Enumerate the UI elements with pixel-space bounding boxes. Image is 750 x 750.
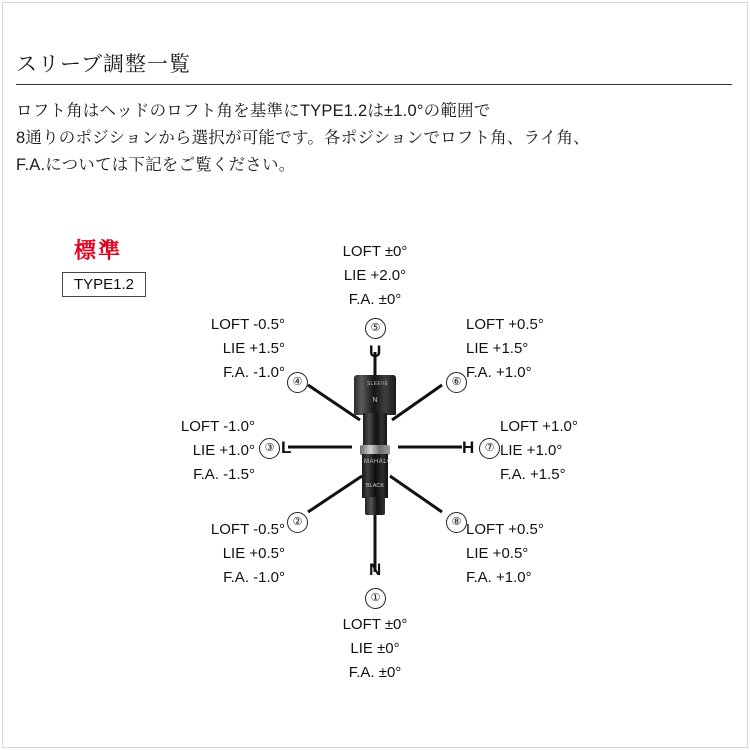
page-title: スリーブ調整一覧	[16, 53, 191, 76]
position-7-loft: LOFT +1.0°	[500, 418, 578, 435]
position-1-loft: LOFT ±0°	[342, 616, 408, 633]
position-block-6	[466, 313, 611, 385]
position-5-loft: LOFT ±0°	[342, 243, 408, 260]
position-marker-5[interactable]: ⑤	[365, 318, 386, 339]
position-1-fa: F.A. ±0°	[348, 664, 402, 681]
position-7-fa: F.A. +1.5°	[500, 466, 566, 483]
axis-letter-high: H	[462, 438, 475, 457]
intro-line-1: ロフト角はヘッドのロフト角を基準にTYPE1.2は±1.0°の範囲で	[16, 102, 491, 120]
position-2-lie: LIE +0.5°	[222, 545, 285, 562]
position-1-lie: LIE ±0°	[350, 640, 400, 657]
sleeve-graphic	[352, 375, 398, 515]
position-2-loft: LOFT -0.5°	[210, 521, 285, 538]
position-2-fa: F.A. -1.0°	[223, 569, 285, 586]
position-marker-2[interactable]: ②	[287, 512, 308, 533]
position-8-lie: LIE +0.5°	[466, 545, 529, 562]
axis-letter-low: L	[281, 438, 292, 457]
position-marker-8[interactable]: ⑧	[446, 512, 467, 533]
position-block-5	[305, 240, 445, 312]
position-block-7	[500, 415, 645, 487]
position-6-loft: LOFT +0.5°	[466, 316, 544, 333]
intro-line-2: 8通りのポジションから選択が可能です。各ポジションでロフト角、ライ角、	[16, 129, 590, 147]
axis-letter-neutral: N	[369, 560, 382, 579]
position-3-fa: F.A. -1.5°	[193, 466, 255, 483]
sleeve-neck	[363, 413, 387, 447]
sleeve-cap-letter: N	[372, 397, 378, 404]
position-marker-7[interactable]: ⑦	[479, 438, 500, 459]
position-block-1	[305, 613, 445, 685]
standard-label: 標準	[74, 238, 123, 263]
sleeve-brand-text: MAHALO	[364, 459, 393, 465]
type-box: TYPE1.2	[62, 272, 146, 297]
position-6-lie: LIE +1.5°	[466, 340, 529, 357]
position-4-loft: LOFT -0.5°	[210, 316, 285, 333]
axis-letter-up: U	[369, 342, 382, 361]
position-4-fa: F.A. -1.0°	[223, 364, 285, 381]
position-marker-6[interactable]: ⑥	[446, 372, 467, 393]
position-3-lie: LIE +1.0°	[192, 442, 255, 459]
position-5-fa: F.A. ±0°	[348, 291, 402, 308]
position-3-loft: LOFT -1.0°	[180, 418, 255, 435]
position-block-8	[466, 518, 611, 590]
position-block-2	[150, 518, 285, 590]
intro-line-3: F.A.については下記をご覧ください。	[16, 156, 296, 174]
position-marker-4[interactable]: ④	[287, 372, 308, 393]
position-6-fa: F.A. +1.0°	[466, 364, 532, 381]
position-marker-1[interactable]: ①	[365, 588, 386, 609]
position-7-lie: LIE +1.0°	[500, 442, 563, 459]
position-8-fa: F.A. +1.0°	[466, 569, 532, 586]
position-block-4	[150, 313, 285, 385]
position-5-lie: LIE +2.0°	[343, 267, 407, 284]
position-8-loft: LOFT +0.5°	[466, 521, 544, 538]
sleeve-tip	[365, 497, 385, 515]
sleeve-code-text: BLACK	[365, 483, 385, 489]
position-4-lie: LIE +1.5°	[222, 340, 285, 357]
position-block-3	[120, 415, 255, 487]
sleeve-cap-mark: SLEEVE	[367, 381, 389, 387]
position-marker-3[interactable]: ③	[259, 438, 280, 459]
